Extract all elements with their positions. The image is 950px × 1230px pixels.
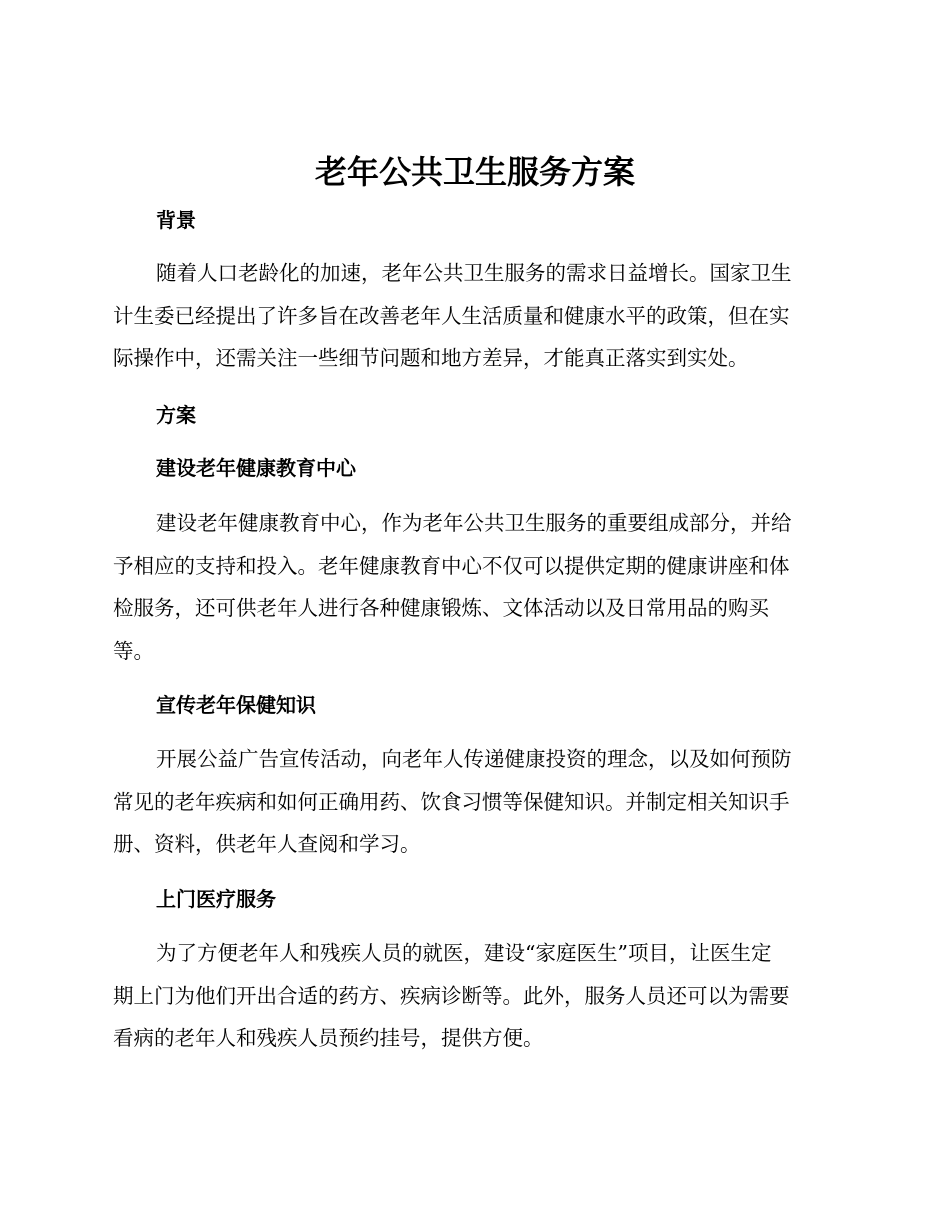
paragraph-line: 等。	[113, 638, 154, 663]
document-title: 老年公共卫生服务方案	[314, 153, 635, 191]
section-paragraph-health-knowledge	[113, 738, 837, 866]
section-heading-background: 背景	[156, 208, 196, 232]
paragraph-line: 随着人口老龄化的加速，老年公共卫生服务的需求日益增长。国家卫生	[156, 261, 792, 285]
section-heading-education-center: 建设老年健康教育中心	[156, 456, 356, 480]
section-heading-plan: 方案	[156, 403, 196, 427]
paragraph-line: 为了方便老年人和残疾人员的就医，建设“家庭医生”项目，让医生定	[156, 941, 772, 965]
paragraph-line: 予相应的支持和投入。老年健康教育中心不仅可以提供定期的健康讲座和体	[113, 553, 790, 578]
paragraph-line: 计生委已经提出了许多旨在改善老年人生活质量和健康水平的政策，但在实	[113, 303, 790, 328]
section-paragraph-background	[113, 252, 837, 380]
paragraph-line: 册、资料，供老年人查阅和学习。	[113, 832, 421, 856]
paragraph-line: 际操作中，还需关注一些细节问题和地方差异，才能真正落实到实处。	[113, 346, 749, 370]
section-paragraph-home-medical	[113, 932, 837, 1060]
paragraph-line: 常见的老年疾病和如何正确用药、饮食习惯等保健知识。并制定相关知识手	[113, 789, 790, 814]
paragraph-line: 检服务，还可供老年人进行各种健康锻炼、文体活动以及日常用品的购买	[113, 596, 769, 620]
paragraph-line: 期上门为他们开出合适的药方、疾病诊断等。此外，服务人员还可以为需要	[113, 983, 790, 1008]
section-heading-home-medical: 上门医疗服务	[156, 887, 276, 911]
paragraph-line: 看病的老年人和残疾人员预约挂号，提供方便。	[113, 1026, 544, 1050]
section-paragraph-education-center	[113, 502, 837, 672]
section-heading-health-knowledge: 宣传老年保健知识	[156, 693, 316, 717]
paragraph-line: 开展公益广告宣传活动，向老年人传递健康投资的理念，以及如何预防	[156, 747, 792, 771]
paragraph-line: 建设老年健康教育中心，作为老年公共卫生服务的重要组成部分，并给	[156, 511, 792, 535]
